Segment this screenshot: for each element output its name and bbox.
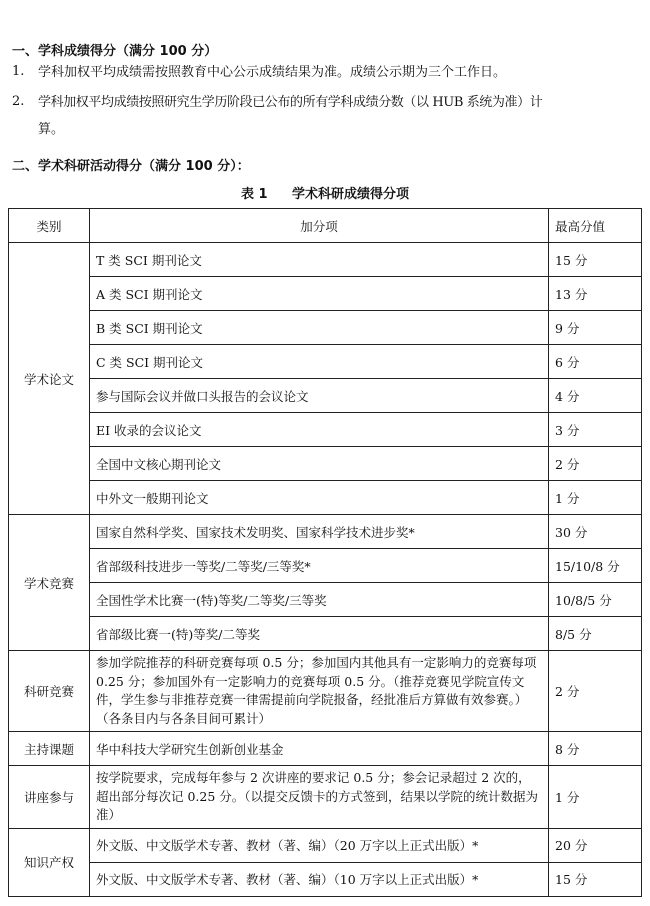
- category-cell: 学术竞赛: [9, 515, 90, 651]
- score-cell: 6 分: [549, 345, 642, 379]
- score-cell: 2 分: [549, 651, 642, 732]
- category-cell: 讲座参与: [9, 766, 90, 829]
- score-cell: 20 分: [549, 828, 642, 862]
- table-row: [9, 481, 642, 515]
- table-row: [9, 766, 642, 829]
- item2-text-line1: 学科加权平均成绩按照研究生学历阶段已公布的所有学科成绩分数（以 HUB 系统为准）计: [38, 95, 543, 110]
- score-cell: 8 分: [549, 732, 642, 766]
- table-row: [9, 549, 642, 583]
- section2-heading: 二、学术科研活动得分（满分 100 分）：: [12, 159, 250, 174]
- item-cell: A 类 SCI 期刊论文: [90, 277, 549, 311]
- table-row: [9, 583, 642, 617]
- table-row: [9, 651, 642, 732]
- category-cell: 主持课题: [9, 732, 90, 766]
- item-cell: 外文版、中文版学术专著、教材（著、编）（20 万字以上正式出版）*: [90, 828, 549, 862]
- table-row: [9, 277, 642, 311]
- table-row: [9, 732, 642, 766]
- section1-heading: 一、学科成绩得分（满分 100 分）: [12, 44, 218, 59]
- score-cell: 15 分: [549, 243, 642, 277]
- score-cell: 1 分: [549, 481, 642, 515]
- item-cell: 全国中文核心期刊论文: [90, 447, 549, 481]
- item-cell: 国家自然科学奖、国家技术发明奖、国家科学技术进步奖*: [90, 515, 549, 549]
- score-cell: 8/5 分: [549, 617, 642, 651]
- category-cell: 知识产权: [9, 828, 90, 896]
- score-cell: 9 分: [549, 311, 642, 345]
- item1-text: 学科加权平均成绩需按照教育中心公示成绩结果为准。成绩公示期为三个工作日。: [38, 65, 507, 80]
- item2-number: 2.: [12, 94, 25, 109]
- score-cell: 15/10/8 分: [549, 549, 642, 583]
- item-cell: 外文版、中文版学术专著、教材（著、编）（10 万字以上正式出版）*: [90, 862, 549, 896]
- item2-text-line2: 算。: [38, 122, 65, 137]
- header-max-score: 最高分值: [549, 209, 642, 243]
- item-cell: 全国性学术比赛一(特)等奖/二等奖/三等奖: [90, 583, 549, 617]
- table-row: [9, 862, 642, 896]
- table-row: [9, 515, 642, 549]
- item-cell: 省部级比赛一(特)等奖/二等奖: [90, 617, 549, 651]
- table-row: [9, 379, 642, 413]
- score-cell: 1 分: [549, 766, 642, 829]
- table-row: [9, 413, 642, 447]
- item-cell: 参与国际会议并做口头报告的会议论文: [90, 379, 549, 413]
- item-cell: 参加学院推荐的科研竞赛每项 0.5 分；参加国内其他具有一定影响力的竞赛每项 0.25 分；参加国外有一定影响力的竞赛每项 0.5 分。（推荐竞赛见学院宣传文件，学生参与非推荐竞赛一律需提前向学院报备，经批准后方算做有效参赛。）（各条目内与各条目间可累计）: [90, 651, 549, 732]
- item-cell: T 类 SCI 期刊论文: [90, 243, 549, 277]
- table-caption-label: 表 1: [240, 187, 268, 202]
- score-cell: 10/8/5 分: [549, 583, 642, 617]
- score-cell: 30 分: [549, 515, 642, 549]
- category-cell: 科研竞赛: [9, 651, 90, 732]
- table-row: [9, 828, 642, 862]
- score-cell: 2 分: [549, 447, 642, 481]
- item-cell: 按学院要求，完成每年参与 2 次讲座的要求记 0.5 分；参会记录超过 2 次的，超出部分每次记 0.25 分。（以提交反馈卡的方式签到，结果以学院的统计数据为准）: [90, 766, 549, 829]
- score-table: [8, 208, 642, 897]
- item1-number: 1.: [12, 64, 25, 79]
- item-cell: C 类 SCI 期刊论文: [90, 345, 549, 379]
- item-cell: 中外文一般期刊论文: [90, 481, 549, 515]
- table-row: [9, 311, 642, 345]
- table-row: [9, 243, 642, 277]
- table-caption: [0, 183, 650, 202]
- score-cell: 13 分: [549, 277, 642, 311]
- header-item: 加分项: [90, 209, 549, 243]
- score-cell: 15 分: [549, 862, 642, 896]
- table-row: [9, 447, 642, 481]
- item-cell: B 类 SCI 期刊论文: [90, 311, 549, 345]
- item-cell: 省部级科技进步一等奖/二等奖/三等奖*: [90, 549, 549, 583]
- header-category: 类别: [9, 209, 90, 243]
- score-cell: 4 分: [549, 379, 642, 413]
- table-row: [9, 345, 642, 379]
- table-row: [9, 617, 642, 651]
- item-cell: 华中科技大学研究生创新创业基金: [90, 732, 549, 766]
- table-header-row: [9, 209, 642, 243]
- table-caption-title: 学术科研成绩得分项: [292, 187, 410, 202]
- score-cell: 3 分: [549, 413, 642, 447]
- category-cell: 学术论文: [9, 243, 90, 515]
- item-cell: EI 收录的会议论文: [90, 413, 549, 447]
